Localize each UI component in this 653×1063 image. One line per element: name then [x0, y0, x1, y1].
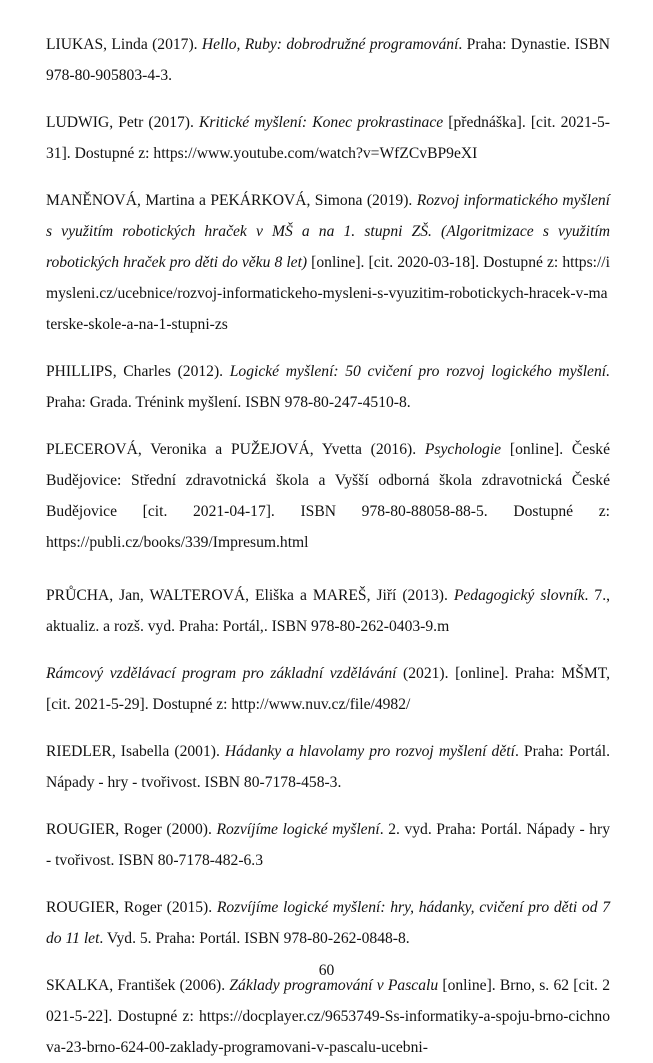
- reference-entry: PRŮCHA, Jan, WALTEROVÁ, Eliška a MAREŠ, Jiří (2013). Pedagogický slovník. 7., aktualiz. a rozš. vyd. Praha: Portál,. ISBN 978-80-262-0403-9.m: [46, 587, 610, 635]
- bibliography-list: [46, 29, 610, 1063]
- reference-entry: RIEDLER, Isabella (2001). Hádanky a hlavolamy pro rozvoj myšlení dětí. Praha: Portál. Nápady - hry - tvořivost. ISBN 80-7178-458-3.: [46, 743, 610, 791]
- page-number: 60: [318, 962, 335, 979]
- reference-entry: LUDWIG, Petr (2017). Kritické myšlení: Konec prokrastinace [přednáška]. [cit. 2021-5-31]. Dostupné z: https://www.youtube.com/watch?v=WfZCvBP9eXI: [46, 114, 610, 162]
- reference-entry: LIUKAS, Linda (2017). Hello, Ruby: dobrodružné programování. Praha: Dynastie. ISBN 978-80-905803-4-3.: [46, 36, 610, 84]
- reference-entry: ROUGIER, Roger (2015). Rozvíjíme logické myšlení: hry, hádanky, cvičení pro děti od 7 do 11 let. Vyd. 5. Praha: Portál. ISBN 978-80-262-0848-8.: [46, 899, 610, 947]
- reference-entry: Rámcový vzdělávací program pro základní vzdělávání (2021). [online]. Praha: MŠMT, [cit. 2021-5-29]. Dostupné z: http://www.nuv.cz/file/4982/: [46, 665, 610, 713]
- reference-entry: PLECEROVÁ, Veronika a PUŽEJOVÁ, Yvetta (2016). Psychologie [online]. České Budějovice: Střední zdravotnická škola a Vyšší odborná škola zdravotnická České Budějovice [cit. 2021-04-17]. ISBN 978-80-88058-88-5. Dostupné z: https://publi.cz/books/339/Impresum.html: [46, 441, 611, 551]
- reference-entry: ROUGIER, Roger (2000). Rozvíjíme logické myšlení. 2. vyd. Praha: Portál. Nápady - hry - tvořivost. ISBN 80-7178-482-6.3: [46, 821, 610, 869]
- reference-entry: PHILLIPS, Charles (2012). Logické myšlení: 50 cvičení pro rozvoj logického myšlení. Praha: Grada. Trénink myšlení. ISBN 978-80-247-4510-8.: [46, 363, 610, 411]
- reference-entry: MANĚNOVÁ, Martina a PEKÁRKOVÁ, Simona (2019). Rozvoj informatického myšlení s využitím robotických hraček v MŠ a na 1. stupni ZŠ. (Algoritmizace s využitím robotických hraček pro děti do věku 8 let) [online]. [cit. 2020-03-18]. Dostupné z: https://imysleni.cz/ucebnice/rozvoj-informatickeho-mysleni-s-vyuzitim-robotickych-hracek-v-materske-skole-a-na-1-stupni-zs: [46, 192, 610, 333]
- reference-entry: SKALKA, František (2006). Základy programování v Pascalu [online]. Brno, s. 62 [cit. 2021-5-22]. Dostupné z: https://docplayer.cz/9653749-Ss-informatiky-a-spoju-brno-cichnova-23-brno-624-00-zaklady-programovani-v-pascalu-ucebni-: [46, 977, 610, 1056]
